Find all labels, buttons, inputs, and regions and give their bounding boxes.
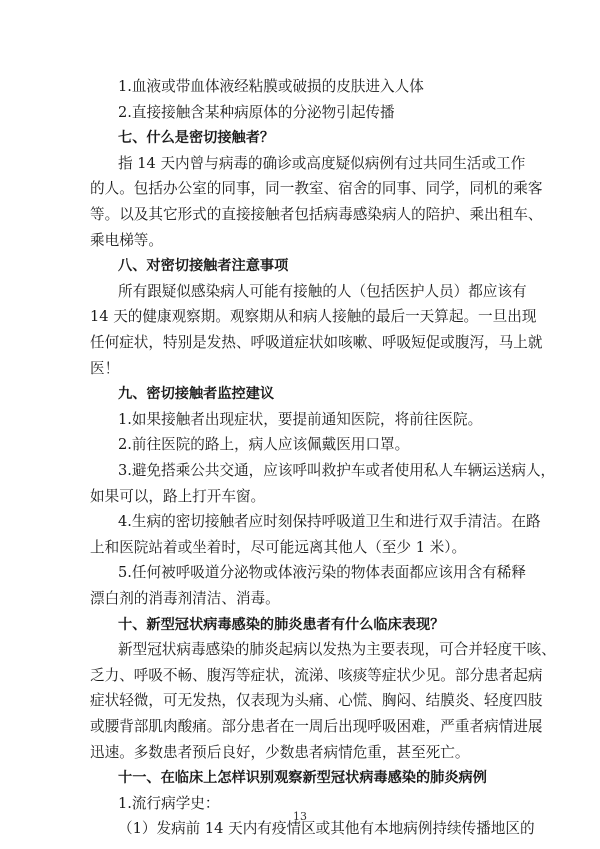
text-line: 症状轻微，可无发热，仅表现为头痛、心慌、胸闷、结膜炎、轻度四肢 (90, 692, 543, 710)
text-line: 4.生病的密切接触者应时刻保持呼吸道卫生和进行双手清洁。在路 (118, 513, 541, 531)
text-line: 如果可以，路上打开车窗。 (90, 487, 266, 505)
text-line: 等。以及其它形式的直接接触者包括病毒感染病人的陪护、乘出租车、 (90, 206, 543, 223)
section-heading: 九、密切接触者监控建议 (118, 386, 275, 403)
text-line: 新型冠状病毒感染的肺炎起病以发热为主要表现，可合并轻度干咳、 (118, 641, 556, 659)
page-number: 13 (293, 810, 307, 823)
section-heading: 十、新型冠状病毒感染的肺炎患者有什么临床表现？ (118, 616, 445, 633)
text-line: 14 天的健康观察期。观察期从和病人接触的最后一天算起。一旦出现 (90, 308, 537, 326)
text-line: 乏力、呼吸不畅、腹泻等症状，流涕、咳痰等症状少见。部分患者起病 (90, 666, 543, 684)
text-line: 上和医院站着或坐着时，尽可能远离其他人（至少 1 米）。 (90, 538, 467, 556)
text-line: 5.任何被呼吸道分泌物或体液污染的物体表面都应该用含有稀释 (118, 564, 526, 582)
text-line: （1）发病前 14 天内有疫情区或其他有本地病例持续传播地区的 (118, 820, 535, 838)
text-line: 2.前往医院的路上，病人应该佩戴医用口罩。 (118, 436, 410, 454)
text-line: 1.血液或带血体液经粘膜或破损的皮肤进入人体 (118, 78, 424, 95)
text-line: 或腰背部肌肉酸痛。部分患者在一周后出现呼吸困难，严重者病情进展 (90, 718, 543, 735)
text-line: 迅速。多数患者预后良好，少数患者病情危重，甚至死亡。 (90, 743, 470, 761)
section-heading: 十一、在临床上怎样识别观察新型冠状病毒感染的肺炎病例 (118, 770, 487, 787)
text-line: 1.如果接触者出现症状，要提前通知医院，将前往医院。 (118, 410, 483, 428)
text-line: 的人。包括办公室的同事，同一教室、宿舍的同事、同学，同机的乘客 (90, 180, 543, 198)
text-line: 乘电梯等。 (90, 231, 163, 249)
text-line: 2.直接接触含某种病原体的分泌物引起传播 (118, 103, 395, 121)
text-line: 所有跟疑似感染病人可能有接触的人（包括医护人员）都应该有 (118, 282, 527, 300)
text-line: 漂白剂的消毒剂清洁、消毒。 (90, 590, 280, 607)
text-line: 指 14 天内曾与病毒的确诊或高度疑似病例有过共同生活或工作 (118, 154, 526, 172)
text-line: 1.流行病学史： (118, 794, 220, 812)
section-heading: 八、对密切接触者注意事项 (118, 258, 289, 275)
text-line: 医！ (90, 359, 120, 377)
text-line: 任何症状，特别是发热、呼吸道症状如咳嗽、呼吸短促或腹泻，马上就 (90, 334, 543, 351)
section-heading: 七、什么是密切接触者？ (118, 130, 275, 147)
text-line: 3.避免搭乘公共交通，应该呼叫救护车或者使用私人车辆运送病人， (118, 462, 556, 479)
